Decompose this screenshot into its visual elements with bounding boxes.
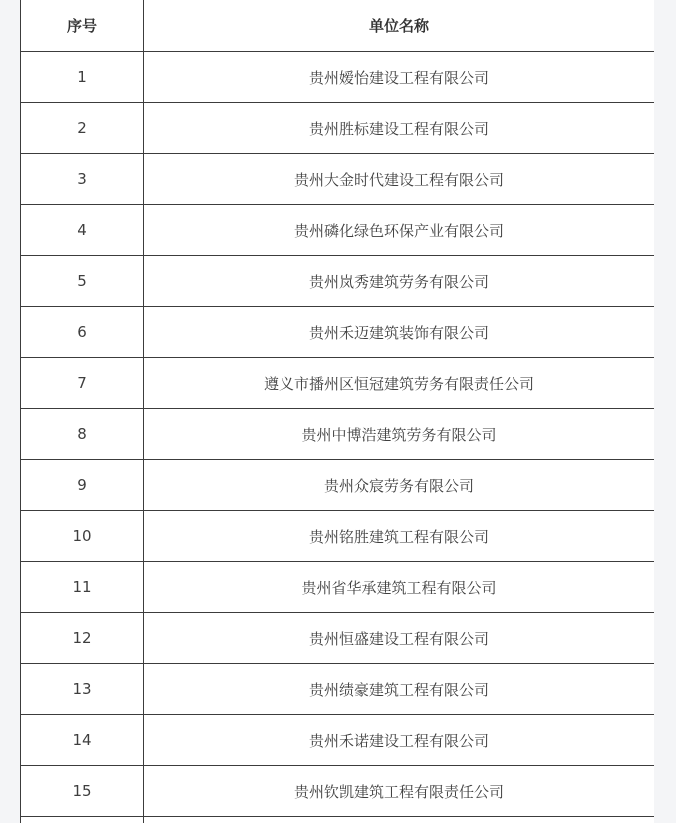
company-name [144,817,655,823]
row-number: 9 [21,460,144,511]
company-table [20,0,654,823]
company-name: 贵州禾迈建筑装饰有限公司 [144,307,655,358]
company-name: 贵州绩豪建筑工程有限公司 [144,664,655,715]
company-name: 贵州恒盛建设工程有限公司 [144,613,655,664]
company-name: 贵州岚秀建筑劳务有限公司 [144,256,655,307]
company-name: 贵州禾诺建设工程有限公司 [144,715,655,766]
company-name: 贵州众宸劳务有限公司 [144,460,655,511]
company-name: 贵州胜标建设工程有限公司 [144,103,655,154]
row-number: 10 [21,511,144,562]
row-number: 2 [21,103,144,154]
row-number [21,817,144,823]
table-row [21,613,655,664]
table-row [21,511,655,562]
row-number: 12 [21,613,144,664]
company-name: 贵州磷化绿色环保产业有限公司 [144,205,655,256]
company-name: 遵义市播州区恒冠建筑劳务有限责任公司 [144,358,655,409]
row-number: 4 [21,205,144,256]
company-name: 贵州中博浩建筑劳务有限公司 [144,409,655,460]
table-header-row [21,0,655,52]
company-name: 贵州大金时代建设工程有限公司 [144,154,655,205]
table-row [21,52,655,103]
row-number: 5 [21,256,144,307]
table-row [21,103,655,154]
row-number: 1 [21,52,144,103]
table-row [21,307,655,358]
row-number: 14 [21,715,144,766]
table-row [21,664,655,715]
company-name: 贵州铭胜建筑工程有限公司 [144,511,655,562]
company-name: 贵州钦凯建筑工程有限责任公司 [144,766,655,817]
row-number: 11 [21,562,144,613]
table-row [21,562,655,613]
table-row-partial [21,817,655,823]
table-row [21,409,655,460]
document-page [20,0,654,823]
column-header-number: 序号 [21,0,144,52]
company-name: 贵州省华承建筑工程有限公司 [144,562,655,613]
row-number: 3 [21,154,144,205]
row-number: 7 [21,358,144,409]
table-row [21,715,655,766]
row-number: 13 [21,664,144,715]
table-row [21,766,655,817]
column-header-company-name: 单位名称 [144,0,655,52]
table-row [21,154,655,205]
row-number: 15 [21,766,144,817]
table-row [21,205,655,256]
row-number: 8 [21,409,144,460]
company-name: 贵州嫒怡建设工程有限公司 [144,52,655,103]
table-row [21,358,655,409]
table-row [21,256,655,307]
table-row [21,460,655,511]
row-number: 6 [21,307,144,358]
